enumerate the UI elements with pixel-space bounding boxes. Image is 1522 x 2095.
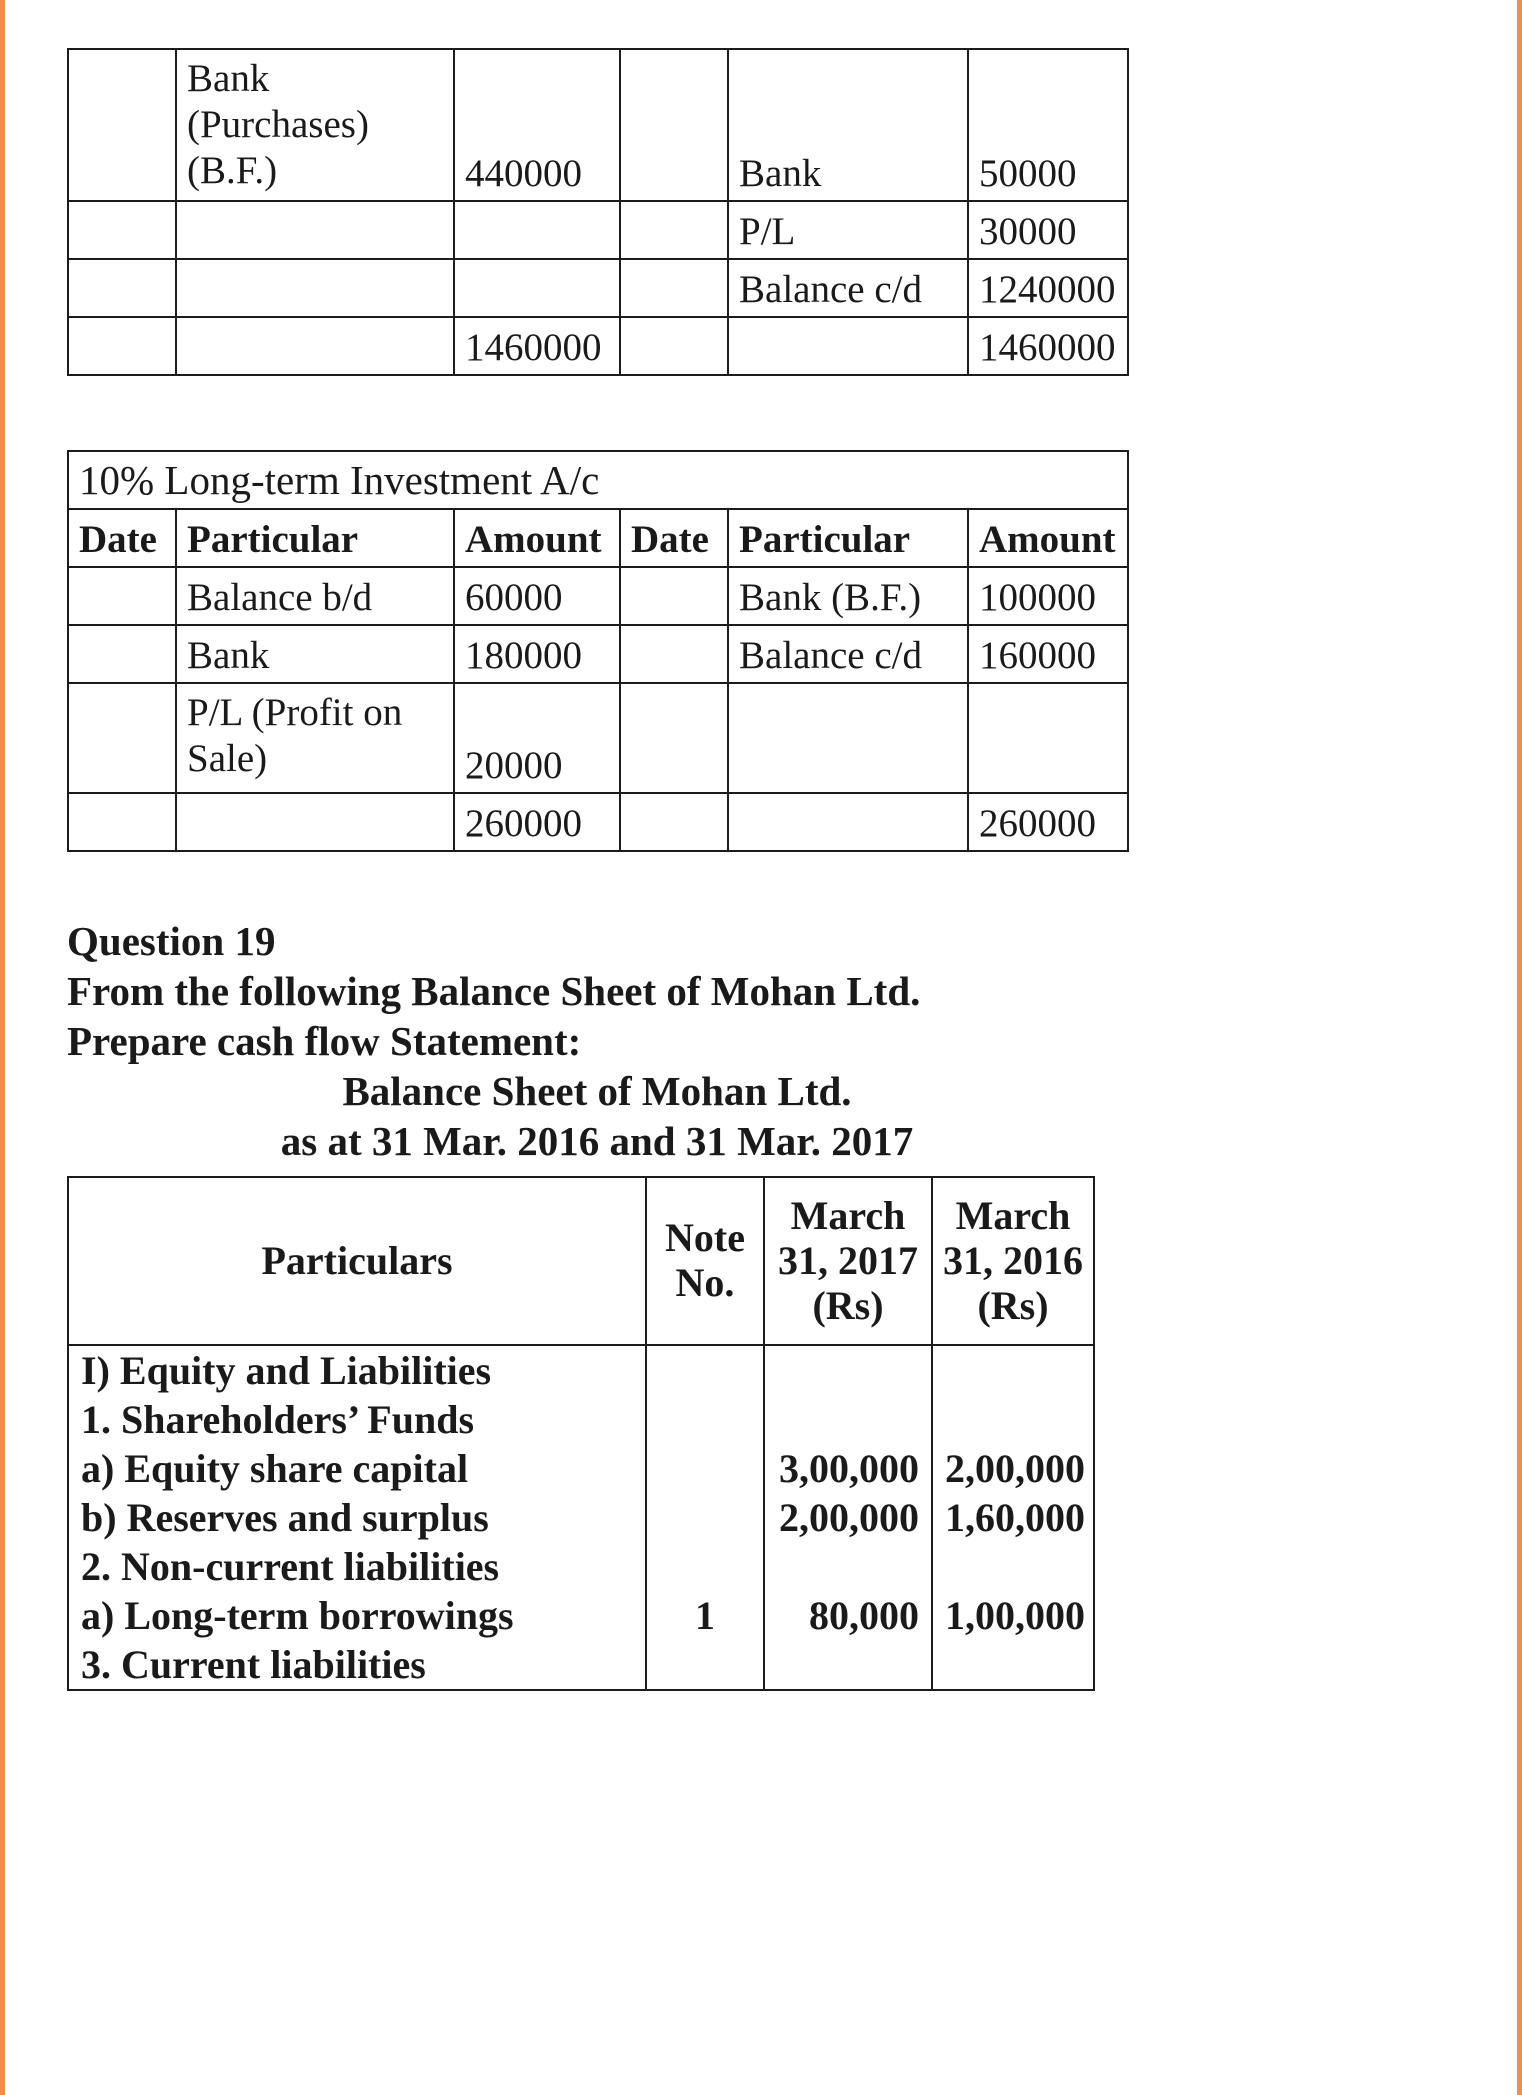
cell-amount2: 160000: [968, 625, 1128, 683]
note-header-line-1: Note: [665, 1215, 745, 1261]
balance-sheet-head: [68, 1177, 1094, 1345]
note-line: [659, 1542, 751, 1591]
amount-line: 1,60,000: [945, 1495, 1085, 1541]
table-row: [68, 49, 1128, 201]
cell-particular: [176, 317, 454, 375]
note-line: [659, 1346, 751, 1395]
note-line: 1: [695, 1593, 715, 1639]
column-header-particular2: Particular: [728, 509, 968, 567]
particular-line: 1. Shareholders’ Funds: [81, 1397, 475, 1443]
year1-header-line-2: 31, 2017: [778, 1237, 918, 1283]
cell-date2: [620, 567, 728, 625]
year2-header-line-3: (Rs): [977, 1282, 1049, 1328]
cell-amount2: [968, 683, 1128, 793]
amount-line: [945, 1395, 1081, 1444]
amount-line: [945, 1346, 1081, 1395]
top-spacer: [67, 0, 1127, 48]
particular-line: b) Reserves and surplus: [81, 1495, 489, 1541]
table-row: [68, 567, 1128, 625]
investment-account-body: [68, 451, 1128, 851]
particular-line: a) Equity share capital: [81, 1446, 469, 1492]
amount-line: [777, 1395, 919, 1444]
amount-line: 2,00,000: [945, 1446, 1085, 1492]
cell-date2: [620, 317, 728, 375]
investment-account-table: [67, 450, 1129, 852]
investment-account-title: 10% Long-term Investment A/c: [68, 451, 1128, 509]
cell-date: [68, 683, 176, 793]
cell-date: [68, 49, 176, 201]
cell-amount: [454, 259, 620, 317]
cell-amount: 180000: [454, 625, 620, 683]
cell-particular: [176, 259, 454, 317]
table-row: [68, 625, 1128, 683]
amount-line: 2,00,000: [779, 1495, 919, 1541]
particular-line: 2. Non-current liabilities: [81, 1544, 500, 1590]
cell-date: [68, 259, 176, 317]
table-row-total: [68, 793, 1128, 851]
amount-line: 3,00,000: [779, 1446, 919, 1492]
table-gap-spacer: [67, 376, 1127, 450]
cell-particular2: Bank: [728, 49, 968, 201]
cell-particular2: [728, 793, 968, 851]
question-number: Question 19: [67, 918, 276, 965]
column-header-amount2: Amount: [968, 509, 1128, 567]
amount-line: 1,00,000: [945, 1593, 1085, 1639]
cell-date2: [620, 683, 728, 793]
cell-particular: P/L (Profit on Sale): [176, 683, 454, 793]
cell-amount: [454, 201, 620, 259]
cell-date2: [620, 793, 728, 851]
note-line: [659, 1395, 751, 1444]
column-header-note-no: [646, 1177, 764, 1345]
cell-amount: 20000: [454, 683, 620, 793]
cell-amount: 440000: [454, 49, 620, 201]
particular-line: a) Long-term borrowings: [81, 1593, 514, 1639]
amount-line: [777, 1346, 919, 1395]
note-line: [659, 1493, 751, 1542]
cell-particular2: P/L: [728, 201, 968, 259]
question-line-2: Prepare cash flow Statement:: [67, 1018, 582, 1065]
amount-line: [945, 1542, 1081, 1591]
cell-date2: [620, 201, 728, 259]
column-header-year-2017: [764, 1177, 932, 1345]
table-header-row: [68, 1177, 1094, 1345]
cell-particular: Bank (Purchases) (B.F.): [176, 49, 454, 201]
note-header-line-2: No.: [675, 1260, 735, 1306]
balance-sheet-title: Balance Sheet of Mohan Ltd.: [342, 1068, 852, 1115]
table-row: [68, 201, 1128, 259]
cell-particular: [176, 793, 454, 851]
cell-particular2: [728, 683, 968, 793]
cell-date2: [620, 259, 728, 317]
question-block: [67, 916, 1127, 1066]
cell-amount2-total: 1460000: [968, 317, 1128, 375]
note-line: [659, 1640, 751, 1689]
amount-line: [777, 1542, 919, 1591]
question-line-1: From the following Balance Sheet of Mohan Ltd.: [67, 968, 921, 1015]
cell-particular2: Balance c/d: [728, 259, 968, 317]
year2-header-line-1: March: [955, 1192, 1071, 1238]
balance-sheet-subtitle: as at 31 Mar. 2016 and 31 Mar. 2017: [280, 1118, 914, 1165]
table-row: [68, 1345, 1094, 1690]
cell-date2: [620, 625, 728, 683]
cell-particular2: [728, 317, 968, 375]
cell-particular: Bank: [176, 625, 454, 683]
year-2016-column: [932, 1345, 1094, 1690]
table-row-total: [68, 317, 1128, 375]
note-column: [646, 1345, 764, 1690]
amount-line: [777, 1640, 919, 1689]
cell-particular2: Balance c/d: [728, 625, 968, 683]
column-header-particular: Particular: [176, 509, 454, 567]
page-content: [67, 0, 1127, 1691]
column-header-amount: Amount: [454, 509, 620, 567]
year1-header-line-1: March: [790, 1192, 906, 1238]
cell-particular2: Bank (B.F.): [728, 567, 968, 625]
cell-particular: Balance b/d: [176, 567, 454, 625]
table-row: [68, 259, 1128, 317]
cell-date2: [620, 49, 728, 201]
cell-date: [68, 625, 176, 683]
amount-line: [945, 1640, 1081, 1689]
cell-amount2: 30000: [968, 201, 1128, 259]
cell-date: [68, 793, 176, 851]
table-title-row: [68, 451, 1128, 509]
balance-sheet-body: [68, 1345, 1094, 1690]
cell-amount2-total: 260000: [968, 793, 1128, 851]
balance-sheet-table: [67, 1176, 1095, 1691]
column-header-year-2016: [932, 1177, 1094, 1345]
year2-header-line-2: 31, 2016: [943, 1237, 1083, 1283]
cell-amount: 60000: [454, 567, 620, 625]
particular-line: 3. Current liabilities: [81, 1642, 426, 1688]
ledger-continued-table: [67, 48, 1129, 376]
cell-particular: [176, 201, 454, 259]
cell-amount-total: 1460000: [454, 317, 620, 375]
cell-date: [68, 201, 176, 259]
table-header-row: [68, 509, 1128, 567]
cell-date: [68, 567, 176, 625]
column-header-particulars: Particulars: [68, 1177, 646, 1345]
ledger-continued-body: [68, 49, 1128, 375]
cell-amount2: 1240000: [968, 259, 1128, 317]
cell-date: [68, 317, 176, 375]
cell-amount2: 50000: [968, 49, 1128, 201]
cell-amount-total: 260000: [454, 793, 620, 851]
particular-line: I) Equity and Liabilities: [81, 1348, 492, 1394]
column-header-date2: Date: [620, 509, 728, 567]
column-header-date: Date: [68, 509, 176, 567]
cell-amount2: 100000: [968, 567, 1128, 625]
table-row: [68, 683, 1128, 793]
year1-header-line-3: (Rs): [812, 1282, 884, 1328]
particulars-column: [68, 1345, 646, 1690]
year-2017-column: [764, 1345, 932, 1690]
amount-line: 80,000: [809, 1593, 919, 1639]
note-line: [659, 1444, 751, 1493]
